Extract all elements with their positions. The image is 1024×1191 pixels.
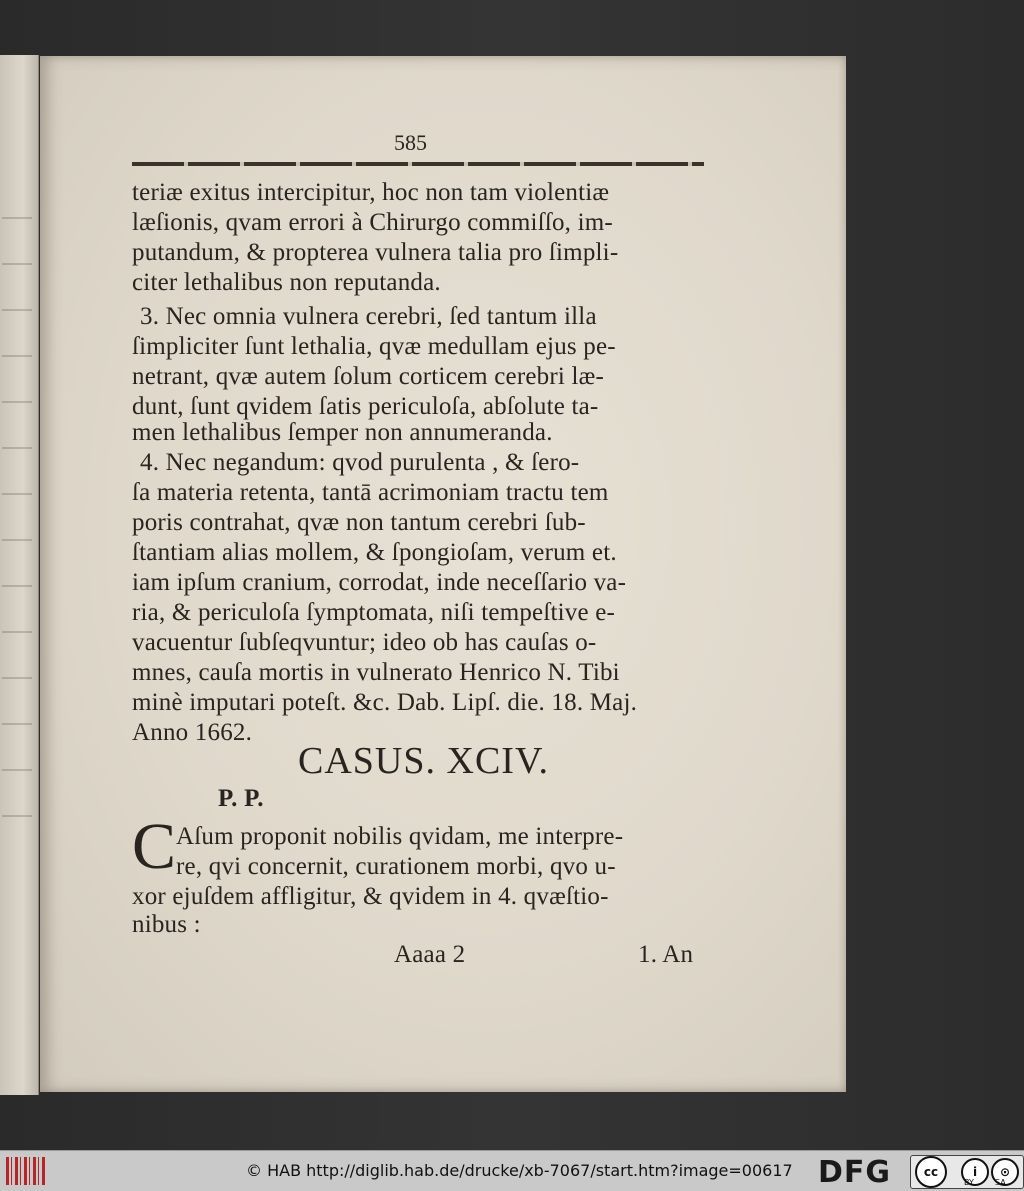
previous-page-text-traces: [2, 195, 32, 835]
text-line: vacuentur ſubſeqvuntur; ideo ob has cauſas o-: [132, 629, 597, 656]
license-label-sa: SA: [995, 1178, 1006, 1187]
cc-icon: cc: [915, 1156, 947, 1188]
text-line: putandum, & propterea vulnera talia pro ſimpli-: [132, 239, 619, 266]
share-alike-icon: ⊙: [991, 1158, 1019, 1186]
text-line: netrant, qvæ autem ſolum corticem cerebri læ-: [132, 363, 605, 390]
barcode-logo-icon: [6, 1157, 46, 1185]
text-line: xor ejuſdem affligitur, & qvidem in 4. qvæſtio-: [132, 883, 609, 910]
dfg-logo: DFG: [818, 1155, 892, 1190]
text-line: læſionis, qvam errori à Chirurgo commiſſo, im-: [132, 209, 613, 236]
text-line: nibus :: [132, 911, 201, 938]
drop-capital: C: [132, 810, 177, 883]
attribution-icon: i: [961, 1158, 989, 1186]
text-line: dunt, ſunt qvidem ſatis periculoſa, abſolute ta-: [132, 393, 599, 420]
text-line: 3. Nec omnia vulnera cerebri, ſed tantum illa: [140, 303, 597, 330]
text-line: 4. Nec negandum: qvod purulenta , & ſero-: [140, 449, 580, 476]
text-line: ſa materia retenta, tantā acrimoniam tractu tem: [132, 479, 609, 506]
text-line: mnes, cauſa mortis in vulnerato Henrico N. Tibi: [132, 659, 620, 686]
text-line: citer lethalibus non reputanda.: [132, 269, 441, 296]
salutation: P. P.: [218, 785, 264, 812]
text-line: minè imputari poteſt. &c. Dab. Lipſ. die. 18. Maj.: [132, 689, 638, 716]
license-label-by: BY: [964, 1178, 974, 1187]
text-line: teriæ exitus intercipitur, hoc non tam violentiæ: [132, 179, 610, 206]
text-line: ria, & periculoſa ſymptomata, niſi tempeſtive e-: [132, 599, 616, 626]
text-line: re, qvi concernit, curationem morbi, qvo u-: [176, 853, 616, 880]
text-line: poris contrahat, qvæ non tantum cerebri ſub-: [132, 509, 586, 536]
text-line: ſtantiam alias mollem, & ſpongioſam, verum et.: [132, 539, 617, 566]
header-rule: [132, 162, 704, 166]
case-heading: CASUS. XCIV.: [298, 740, 549, 782]
copyright-link[interactable]: © HAB http://diglib.hab.de/drucke/xb-7067/start.htm?image=00617: [246, 1161, 793, 1180]
signature-mark: Aaaa 2: [394, 941, 466, 968]
text-line: men lethalibus ſemper non annumeranda.: [132, 419, 553, 446]
catchword: 1. An: [638, 941, 694, 968]
viewer-footer: [0, 1150, 1024, 1191]
text-line: Aſum proponit nobilis qvidam, me interpre-: [176, 823, 624, 850]
cc-license-badge[interactable]: [910, 1155, 1024, 1189]
previous-page-edge: [0, 55, 39, 1095]
book-page: [40, 56, 846, 1092]
text-line: iam ipſum cranium, corrodat, inde neceſſario va-: [132, 569, 627, 596]
folio-number: 585: [394, 130, 427, 155]
text-line: ſimpliciter ſunt lethalia, qvæ medullam ejus pe-: [132, 333, 616, 360]
text-line: Anno 1662.: [132, 719, 253, 746]
